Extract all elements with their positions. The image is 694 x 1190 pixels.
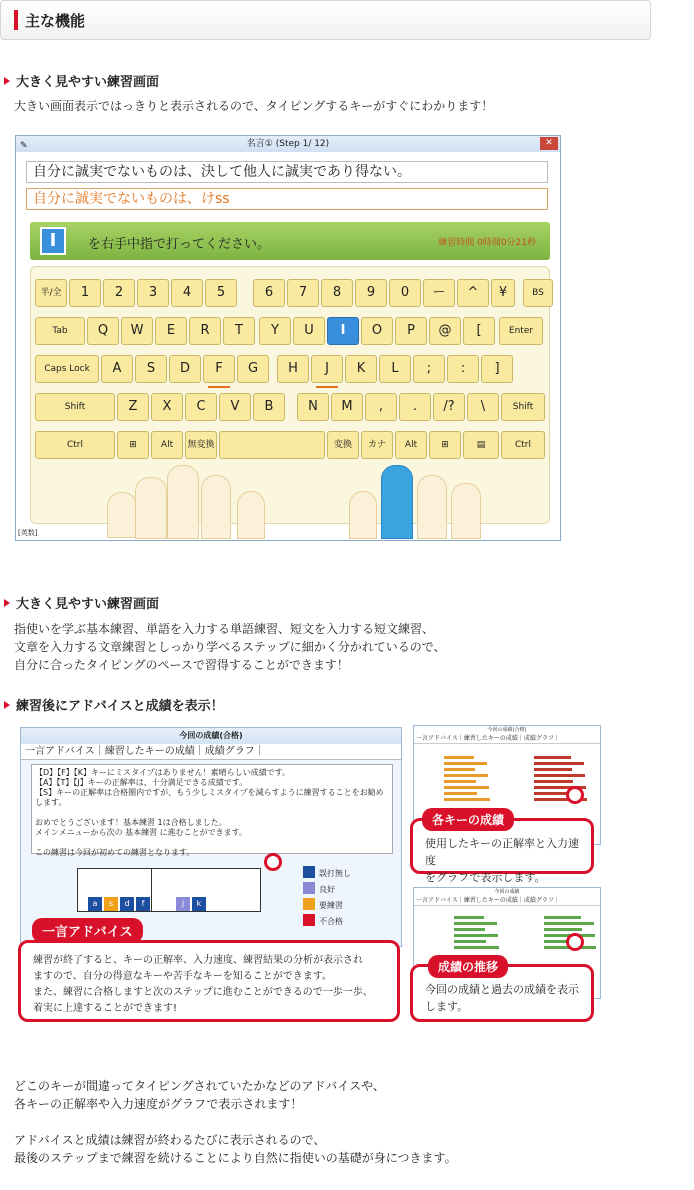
key-score-callout-tag: 各キーの成績	[422, 808, 514, 831]
callout-line: 練習が終了すると、キーの正解率、入力速度、練習結果の分析が表示され	[33, 955, 363, 966]
legend-item	[303, 866, 351, 882]
key: ¥	[491, 279, 515, 307]
callout-line: ますので、自分の得意なキーや苦手なキーを知ることができます。	[33, 971, 332, 982]
thumb-bar	[454, 928, 485, 931]
key: 8	[321, 279, 353, 307]
arrow-icon	[4, 701, 10, 709]
key: Caps Lock	[35, 355, 99, 383]
key: I	[327, 317, 359, 345]
mini-key: a	[88, 897, 102, 911]
key: .	[399, 393, 431, 421]
key: Alt	[395, 431, 427, 459]
finger	[417, 475, 447, 539]
key: ー	[423, 279, 455, 307]
thumb-bar	[534, 768, 572, 771]
finger	[451, 483, 481, 539]
guide-bar	[30, 222, 550, 260]
key: ⊞	[429, 431, 461, 459]
section2-text	[14, 620, 446, 674]
legend-item	[303, 898, 351, 914]
key: [	[463, 317, 495, 345]
advice-line: この練習は今回が初めての練習となります。	[35, 848, 195, 857]
thumb-bar	[454, 946, 499, 949]
guide-key-icon: I	[40, 227, 66, 255]
callout-line: 使用したキーの正解率と入力速度	[425, 837, 579, 867]
key: A	[101, 355, 133, 383]
legend-label: 良好	[319, 885, 335, 894]
results-tabs[interactable]: 一言アドバイス｜練習したキーの成績｜成績グラフ｜	[21, 744, 401, 760]
key: G	[237, 355, 269, 383]
thumb-bar	[544, 922, 594, 925]
thumb-bar	[454, 934, 498, 937]
section2-line: 文章を入力する文章練習としっかり学べるステップに細かく分かれているので、	[14, 640, 446, 654]
legend-swatch	[303, 882, 315, 894]
key: @	[429, 317, 461, 345]
key: H	[277, 355, 309, 383]
thumb-bar	[454, 916, 484, 919]
finger	[201, 475, 231, 539]
advice-line: 【D】【F】【K】キーにミスタイプはありません！素晴らしい成績です。	[35, 768, 290, 777]
mini-key: j	[176, 897, 190, 911]
key: 半/全	[35, 279, 67, 307]
section1-text: 大きい画面表示ではっきりと表示されるので、タイピングするキーがすぐにわかります！	[14, 99, 494, 113]
section-header	[0, 0, 651, 40]
thumb-bar	[534, 774, 585, 777]
section1-heading	[4, 71, 159, 90]
thumb-bar	[444, 768, 475, 771]
key: Alt	[151, 431, 183, 459]
key: W	[121, 317, 153, 345]
callout-ring	[566, 786, 584, 804]
key: 5	[205, 279, 237, 307]
mini-key: f	[136, 897, 150, 911]
section3-heading-text: 練習後にアドバイスと成績を表示！	[16, 699, 224, 714]
thumb-bar	[544, 916, 581, 919]
target-text: 自分に誠実でないものは、決して他人に誠実であり得ない。	[26, 161, 548, 183]
legend-swatch	[303, 898, 315, 910]
key: ^	[457, 279, 489, 307]
finger	[167, 465, 199, 539]
mini-key: d	[120, 897, 134, 911]
footer-line: 各キーの正解率や入力速度がグラフで表示されます！	[14, 1097, 303, 1111]
guide-text: を右手中指で打ってください。	[88, 237, 271, 252]
key: X	[151, 393, 183, 421]
finger	[107, 492, 137, 538]
footer-text	[14, 1077, 457, 1167]
legend-label: 要練習	[319, 901, 343, 910]
advice-line	[35, 838, 389, 848]
key: Shift	[35, 393, 115, 421]
thumb-bar	[454, 940, 486, 943]
results-window	[20, 727, 402, 947]
key: E	[155, 317, 187, 345]
practice-time: 練習時間 0時間0分21秒	[438, 238, 536, 248]
thumb-title: 今回の成績	[494, 889, 520, 895]
key: /?	[433, 393, 465, 421]
key: 変換	[327, 431, 359, 459]
header-title: 主な機能	[25, 12, 86, 30]
key: 0	[389, 279, 421, 307]
key: \	[467, 393, 499, 421]
advice-line: 【A】【T】【J】キーの正解率は、十分満足できる成績です。	[35, 778, 248, 787]
callout-line: します。	[425, 1000, 469, 1013]
key: D	[169, 355, 201, 383]
key: M	[331, 393, 363, 421]
key: 3	[137, 279, 169, 307]
mini-keyboard-right	[151, 868, 261, 912]
key: 6	[253, 279, 285, 307]
legend-item	[303, 914, 351, 930]
mini-key: s	[104, 897, 118, 911]
key: 9	[355, 279, 387, 307]
header-accent-bar	[14, 10, 18, 30]
footer-line: アドバイスと成績は練習が終わるたびに表示されるので、	[14, 1133, 326, 1147]
callout-line: また、練習に合格しますと次のステップに進むことができるので一歩一歩、	[33, 987, 373, 998]
legend-swatch	[303, 866, 315, 878]
result-legend	[303, 866, 351, 930]
thumb-bar	[444, 792, 477, 795]
section2-line: 指使いを学ぶ基本練習、単語を入力する単語練習、短文を入力する短文練習、	[14, 622, 435, 636]
arrow-icon	[4, 77, 10, 85]
key: O	[361, 317, 393, 345]
thumb-bar	[534, 762, 584, 765]
key: P	[395, 317, 427, 345]
typing-window	[15, 135, 561, 541]
advice-callout-tag: 一言アドバイス	[32, 918, 143, 943]
thumb-tabs: 一言アドバイス｜練習したキーの成績｜成績グラフ｜	[414, 896, 600, 906]
legend-item	[303, 882, 351, 898]
advice-line: おめでとうございます！基本練習 1は合格しました。	[35, 818, 227, 827]
mini-key: k	[192, 897, 206, 911]
thumb-bar	[454, 922, 497, 925]
section1-heading-text: 大きく見やすい練習画面	[16, 75, 160, 90]
key: 無変換	[185, 431, 217, 459]
legend-label: 誤打無し	[319, 869, 351, 878]
key: F	[203, 355, 235, 383]
key: C	[185, 393, 217, 421]
key: :	[447, 355, 479, 383]
key: 1	[69, 279, 101, 307]
key: Y	[259, 317, 291, 345]
key: Enter	[499, 317, 543, 345]
thumb-bar	[444, 756, 474, 759]
typed-text: 自分に誠実でないものは、けss	[26, 188, 548, 210]
section2-heading	[4, 593, 159, 612]
key: ;	[413, 355, 445, 383]
thumb-bar	[444, 798, 490, 801]
finger	[237, 491, 265, 539]
section2-heading-text: 大きく見やすい練習画面	[16, 597, 160, 612]
thumb-bar	[534, 756, 571, 759]
key: V	[219, 393, 251, 421]
thumb-bar	[444, 786, 489, 789]
footer-line: どこのキーが間違ってタイピングされていたかなどのアドバイスや、	[14, 1079, 385, 1093]
key: Z	[117, 393, 149, 421]
footer-line	[14, 1113, 457, 1131]
advice-line: 【S】キーの正解率は合格圏内ですが、もう少しミスタイプを減らすように練習することをお勧めします。	[35, 788, 384, 807]
legend-swatch	[303, 914, 315, 926]
key: 4	[171, 279, 203, 307]
advice-line	[35, 808, 389, 818]
key: ,	[365, 393, 397, 421]
key: Ctrl	[35, 431, 115, 459]
key: R	[189, 317, 221, 345]
callout-line: 着実に上達することができます!	[33, 1003, 178, 1014]
key: ⊞	[117, 431, 149, 459]
finger	[135, 477, 167, 539]
thumb-bar	[444, 774, 488, 777]
key: J	[311, 355, 343, 383]
finger	[349, 491, 377, 539]
close-icon[interactable]: ✕	[540, 137, 558, 150]
callout-line: をグラフで表示します。	[425, 871, 546, 884]
keyboard	[30, 266, 550, 524]
key: U	[293, 317, 325, 345]
advice-line: メインメニューから次の 基本練習 に進むことができます。	[35, 828, 248, 837]
callout-line: 今回の成績と過去の成績を表示	[425, 983, 579, 996]
thumb-bar	[444, 780, 476, 783]
pen-icon: ✎	[20, 141, 28, 151]
footer-line: 最後のステップまで練習を続けることにより自然に指使いの基礎が身につきます。	[14, 1151, 457, 1165]
advice-callout	[18, 940, 400, 1022]
active-finger	[381, 465, 413, 539]
key: B	[253, 393, 285, 421]
window-titlebar	[16, 136, 560, 152]
status-bar: [英数]	[18, 529, 38, 537]
key: T	[223, 317, 255, 345]
key: ]	[481, 355, 513, 383]
thumb-title: 今回の成績(合格)	[487, 727, 527, 733]
legend-label: 不合格	[319, 917, 343, 926]
key: Tab	[35, 317, 85, 345]
key: Shift	[501, 393, 545, 421]
key: K	[345, 355, 377, 383]
score-trend-callout-tag: 成績の推移	[428, 955, 508, 978]
key: カナ	[361, 431, 393, 459]
window-title: 名言① (Step 1/ 12)	[246, 139, 330, 149]
thumb-bar	[444, 762, 487, 765]
section3-heading	[4, 695, 224, 714]
key: Q	[87, 317, 119, 345]
callout-ring	[566, 933, 584, 951]
key: ▤	[463, 431, 499, 459]
key	[219, 431, 325, 459]
key: Ctrl	[501, 431, 545, 459]
advice-box	[31, 764, 393, 857]
callout-ring	[264, 853, 282, 871]
key: L	[379, 355, 411, 383]
thumb-tabs: 一言アドバイス｜練習したキーの成績｜成績グラフ｜	[414, 734, 600, 744]
key: 7	[287, 279, 319, 307]
section2-line: 自分に合ったタイピングのペースで習得することができます！	[14, 658, 349, 672]
thumb-bar	[534, 780, 573, 783]
key: N	[297, 393, 329, 421]
key: 2	[103, 279, 135, 307]
key: S	[135, 355, 167, 383]
key: BS	[523, 279, 553, 307]
arrow-icon	[4, 599, 10, 607]
results-title: 今回の成績(合格)	[21, 728, 401, 744]
thumb-bar	[544, 928, 582, 931]
